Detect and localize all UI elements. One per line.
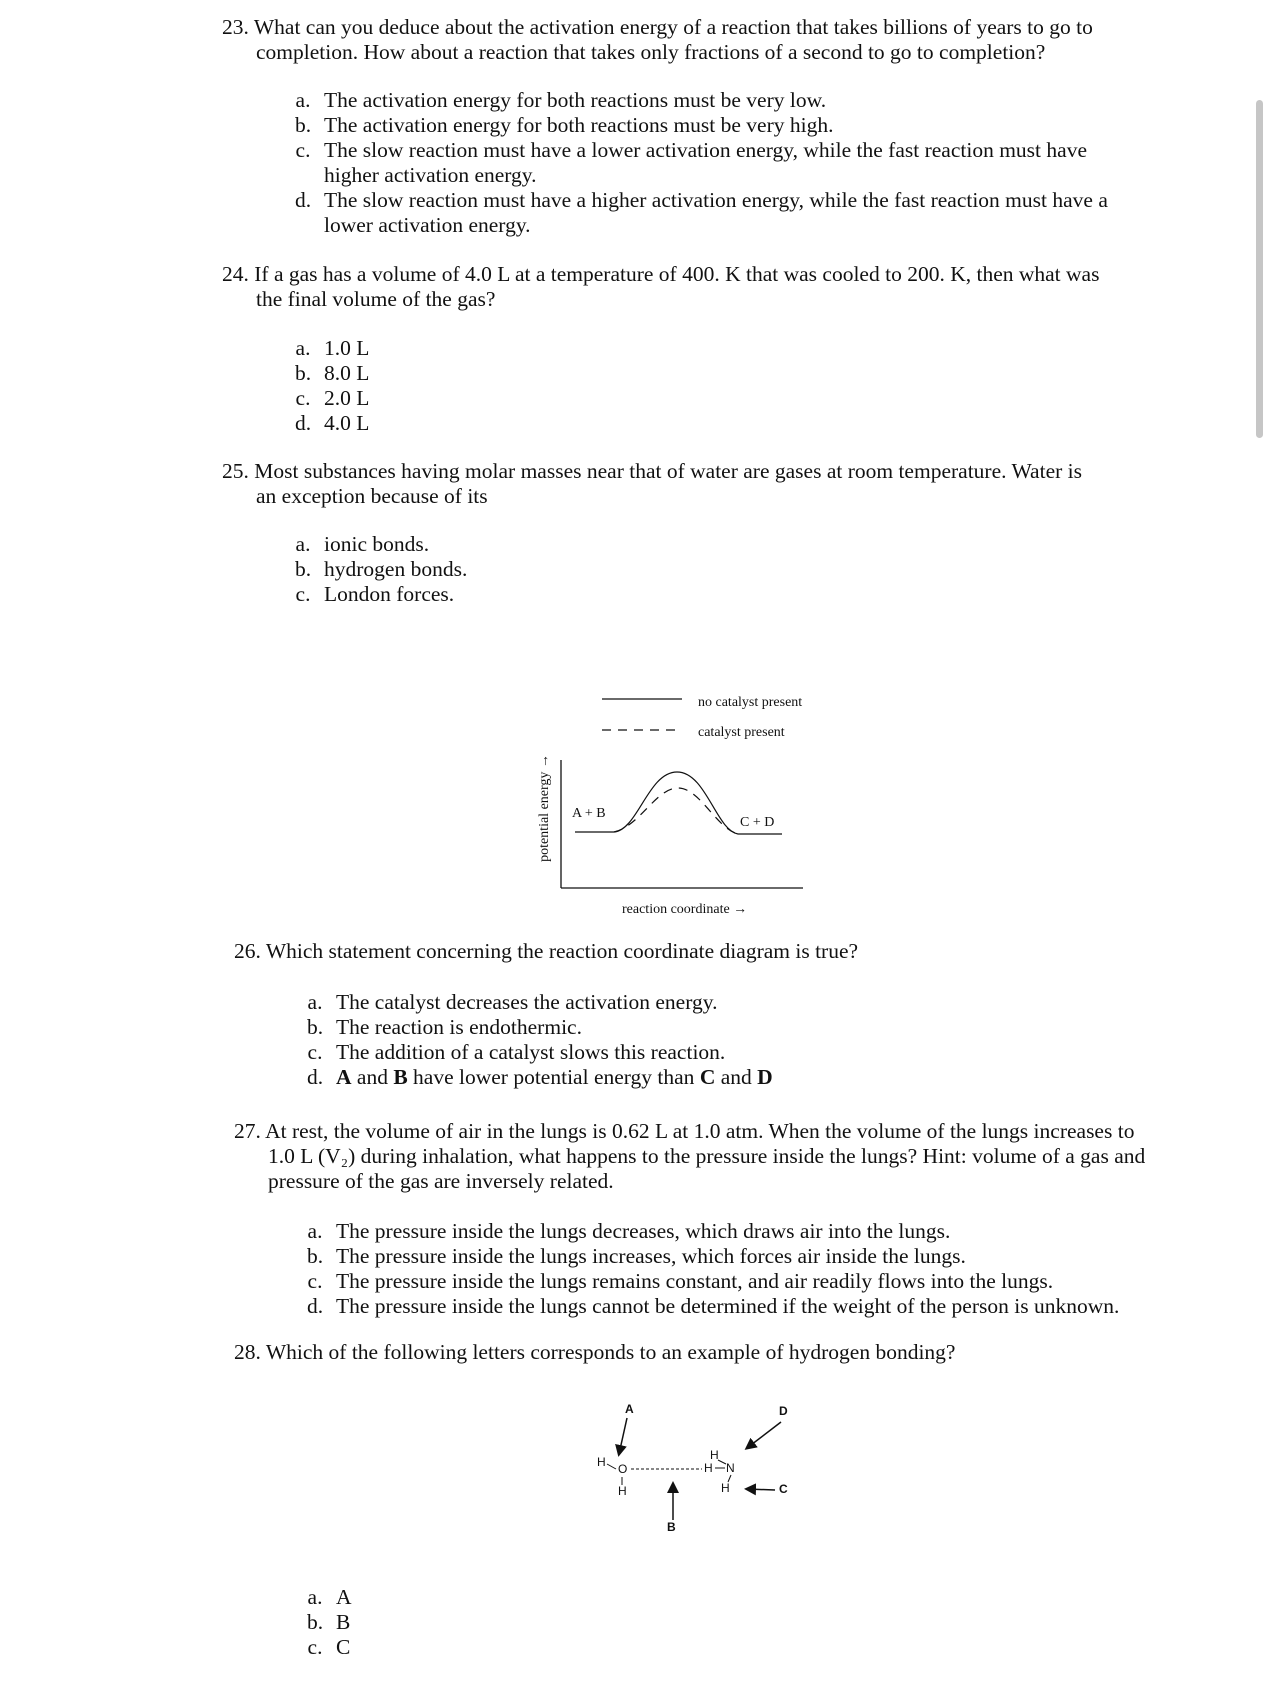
option-item[interactable] <box>300 1269 1160 1294</box>
option-letter: d. <box>294 188 312 212</box>
option-item[interactable] <box>288 188 1108 238</box>
energy-diagram-svg <box>520 680 820 930</box>
label-d: D <box>779 1404 788 1418</box>
option-text: The reaction is endothermic. <box>336 1015 582 1039</box>
question-28 <box>234 1340 1154 1365</box>
option-text: London forces. <box>324 582 455 606</box>
option-letter: a. <box>295 336 311 360</box>
question-28-stem: 28. Which of the following letters corresponds to an example of hydrogen bonding? <box>234 1340 956 1364</box>
bond-h-o <box>607 1464 616 1469</box>
option-letter: c. <box>295 582 311 606</box>
option-item[interactable] <box>300 1040 1120 1065</box>
option-item[interactable] <box>288 88 1108 113</box>
atom-h-top: H <box>710 1448 719 1462</box>
option-text: The addition of a catalyst slows this reaction. <box>336 1040 726 1064</box>
option-item[interactable] <box>288 361 688 386</box>
atom-h-bridge: H <box>704 1461 713 1475</box>
option-text: The pressure inside the lungs cannot be determined if the weight of the person is unknown. <box>336 1294 1120 1318</box>
question-27 <box>234 1119 1154 1194</box>
h-bond-diagram <box>585 1400 825 1535</box>
arrow-a <box>619 1418 627 1454</box>
label-b: B <box>667 1520 676 1534</box>
option-text: The slow reaction must have a lower activation energy, while the fast reaction must have higher activation energy. <box>324 138 1087 187</box>
option-letter: b. <box>294 361 312 385</box>
option-bold-c: C <box>699 1065 716 1089</box>
question-24 <box>222 262 1102 312</box>
atom-o: O <box>618 1462 628 1476</box>
option-letter: d. <box>306 1294 324 1318</box>
option-bold-a: A <box>336 1065 352 1089</box>
option-text: The pressure inside the lungs remains constant, and air readily flows into the lungs. <box>336 1269 1054 1293</box>
products-label: C + D <box>740 815 775 830</box>
atom-h-below-o: H <box>618 1484 627 1498</box>
scrollbar[interactable] <box>1256 100 1263 438</box>
option-text: have lower potential energy than <box>407 1065 700 1089</box>
option-text: 2.0 L <box>324 386 370 410</box>
question-28-options <box>300 1585 500 1660</box>
question-27-options <box>300 1219 1160 1319</box>
option-letter: b. <box>294 557 312 581</box>
question-23-options <box>288 88 1108 238</box>
option-text: 4.0 L <box>324 411 370 435</box>
option-letter: b. <box>306 1610 324 1634</box>
x-axis-label: reaction coordinate → <box>622 902 748 917</box>
arrow-c <box>747 1489 775 1490</box>
option-letter: c. <box>307 1040 323 1064</box>
option-text: The catalyst decreases the activation energy. <box>336 990 718 1014</box>
label-a: A <box>625 1402 634 1416</box>
label-c: C <box>779 1482 788 1496</box>
option-item[interactable] <box>288 386 688 411</box>
option-text: The pressure inside the lungs decreases, which draws air into the lungs. <box>336 1219 951 1243</box>
option-item[interactable] <box>288 113 1108 138</box>
option-letter: a. <box>295 88 311 112</box>
reactants-label: A + B <box>572 806 606 821</box>
option-text: 8.0 L <box>324 361 370 385</box>
option-text: ionic bonds. <box>324 532 430 556</box>
option-text: The pressure inside the lungs increases, which forces air inside the lungs. <box>336 1244 966 1268</box>
question-23 <box>222 15 1102 65</box>
question-24-options <box>288 336 688 436</box>
option-text: hydrogen bonds. <box>324 557 468 581</box>
option-item[interactable] <box>288 532 688 557</box>
option-letter: d. <box>306 1065 324 1089</box>
arrow-d <box>747 1422 781 1448</box>
atom-n: N <box>726 1461 735 1475</box>
option-text: B <box>336 1610 351 1634</box>
option-item[interactable] <box>288 411 688 436</box>
question-25 <box>222 459 1102 509</box>
option-letter: c. <box>295 138 311 162</box>
catalyst-curve <box>614 788 738 834</box>
option-item[interactable] <box>288 336 688 361</box>
option-item[interactable] <box>300 1610 500 1635</box>
question-24-stem: 24. If a gas has a volume of 4.0 L at a temperature of 400. K that was cooled to 200. K, then what was the final volume of the gas? <box>222 262 1100 311</box>
question-27-stem: 27. At rest, the volume of air in the lungs is 0.62 L at 1.0 atm. When the volume of the lungs increases to 1.0 L (V₂) during inhalation, what happens to the pressure inside the lungs? Hint: volume of a gas and pressure of the gas are inversely related. <box>234 1119 1146 1193</box>
option-letter: c. <box>307 1269 323 1293</box>
atom-h-left: H <box>597 1455 606 1469</box>
question-23-stem: 23. What can you deduce about the activation energy of a reaction that takes billions of years to go to completion. How about a reaction that takes only fractions of a second to go to completion? <box>222 15 1093 64</box>
option-letter: c. <box>307 1635 323 1659</box>
option-letter: a. <box>295 532 311 556</box>
legend-solid-label: no catalyst present <box>698 695 803 710</box>
option-text: The activation energy for both reactions must be very low. <box>324 88 827 112</box>
question-26-options <box>300 990 1120 1090</box>
option-text: and <box>351 1065 394 1089</box>
question-25-stem: 25. Most substances having molar masses near that of water are gases at room temperature. Water is an exception because of its <box>222 459 1082 508</box>
option-bold-d: D <box>757 1065 773 1089</box>
legend-dashed-label: catalyst present <box>698 725 785 740</box>
energy-diagram <box>520 680 820 930</box>
option-letter: a. <box>307 990 323 1014</box>
option-letter: a. <box>307 1219 323 1243</box>
option-text: A <box>336 1585 352 1609</box>
question-25-options <box>288 532 688 607</box>
option-item[interactable] <box>300 1065 1120 1090</box>
atom-h-bottom: H <box>721 1481 730 1495</box>
option-item[interactable] <box>300 990 1120 1015</box>
option-text: C <box>336 1635 351 1659</box>
option-letter: d. <box>294 411 312 435</box>
option-text: and <box>715 1065 758 1089</box>
y-axis-label: potential energy → <box>537 754 552 862</box>
option-text: 1.0 L <box>324 336 370 360</box>
option-letter: b. <box>306 1015 324 1039</box>
option-bold-b: B <box>393 1065 408 1089</box>
option-item[interactable] <box>300 1219 1160 1244</box>
option-letter: b. <box>306 1244 324 1268</box>
option-letter: a. <box>307 1585 323 1609</box>
option-item[interactable] <box>300 1635 500 1660</box>
option-item[interactable] <box>300 1585 500 1610</box>
option-text: The slow reaction must have a higher activation energy, while the fast reaction must have a lower activation energy. <box>324 188 1108 237</box>
option-item[interactable] <box>288 138 1108 188</box>
option-item[interactable] <box>300 1294 1160 1319</box>
option-text: The activation energy for both reactions must be very high. <box>324 113 834 137</box>
option-item[interactable] <box>300 1015 1120 1040</box>
bond-n-h-top <box>718 1460 726 1464</box>
question-26 <box>234 939 1114 964</box>
question-26-stem: 26. Which statement concerning the reaction coordinate diagram is true? <box>234 939 859 963</box>
option-letter: c. <box>295 386 311 410</box>
option-item[interactable] <box>288 557 688 582</box>
option-letter: b. <box>294 113 312 137</box>
option-item[interactable] <box>288 582 688 607</box>
option-item[interactable] <box>300 1244 1160 1269</box>
